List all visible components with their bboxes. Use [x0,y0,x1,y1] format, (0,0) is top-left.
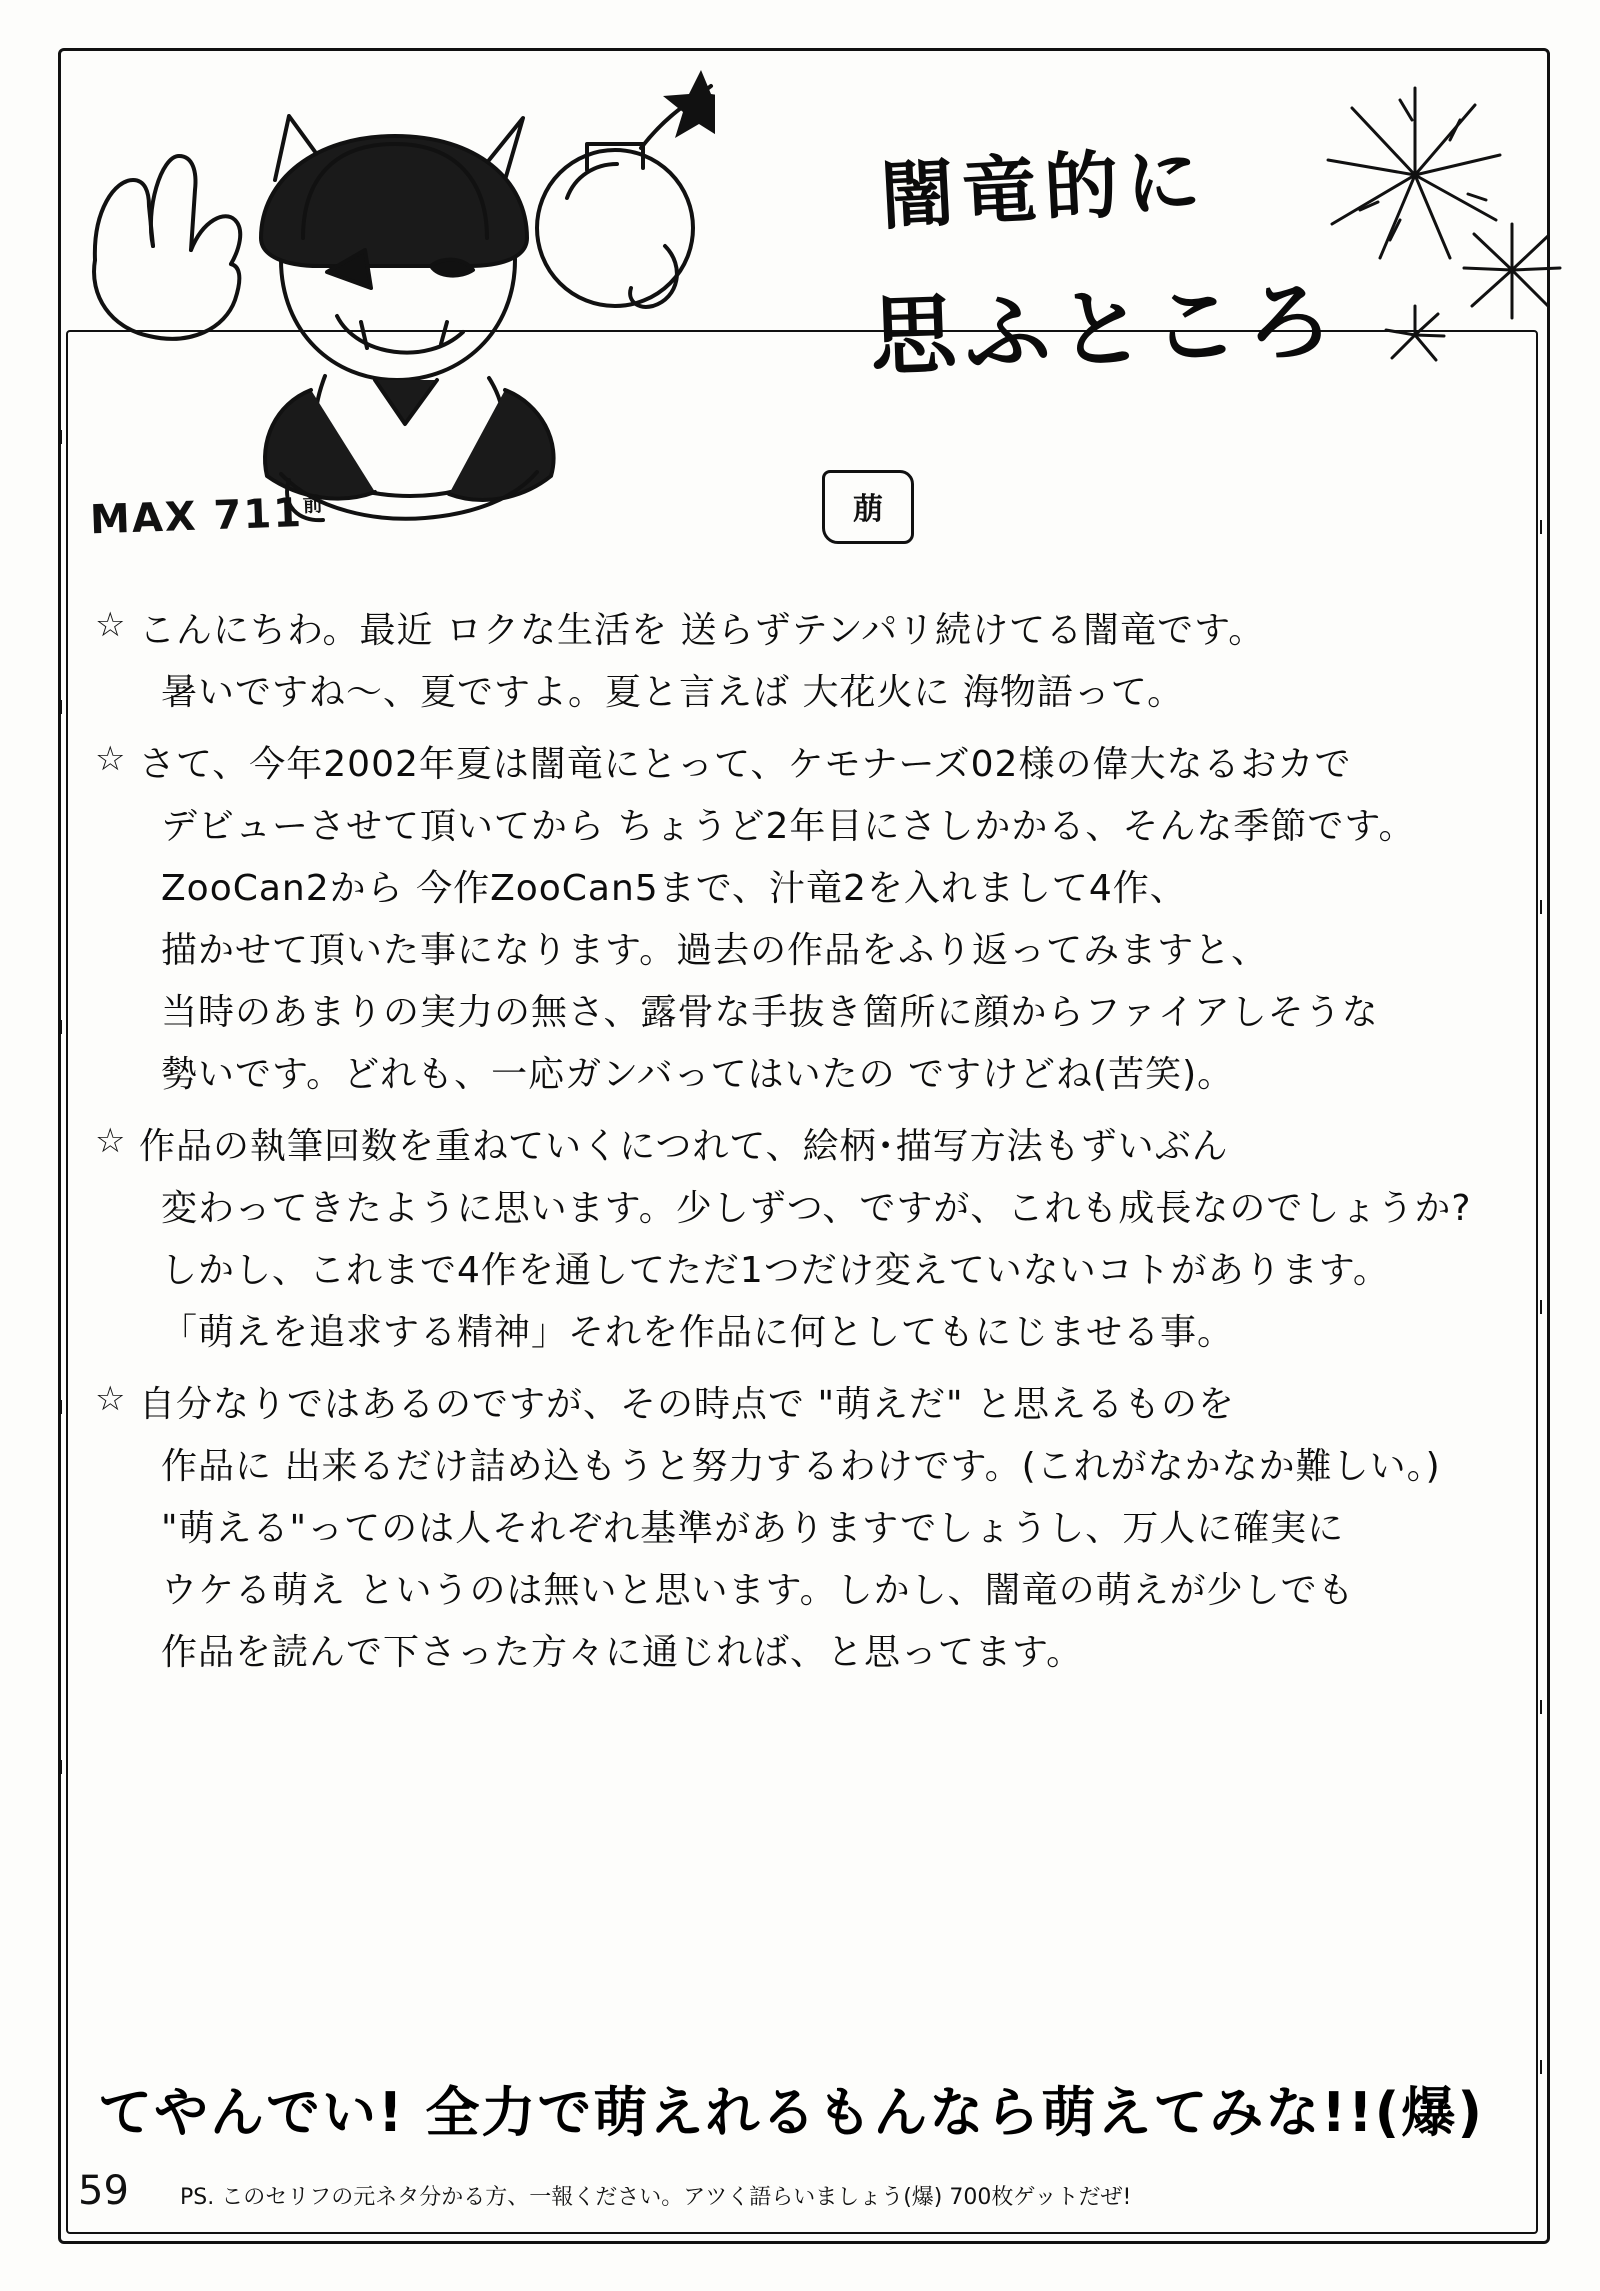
border-hatch [60,1020,62,1034]
byline [89,488,326,544]
closing-shout-line: てやんでい! 全力で萌えれるもんなら萌えてみな!!(爆) [98,2081,1485,2144]
border-hatch [60,1400,62,1414]
paragraph-lines [139,1116,1515,1364]
article-body [95,600,1515,1694]
star-bullet-icon: ☆ [95,1379,126,1419]
moe-stamp [822,470,914,544]
title-line-1: 闇竜的に [878,137,1211,241]
star-bullet-icon: ☆ [95,739,126,779]
text-line: 勢いです。どれも、一応ガンバってはいたの ですけどね(苦笑)。 [161,1054,1235,1095]
text-line: 変わってきたように思います。少しずつ、ですが、これも成長なのでしょうか? [161,1188,1472,1229]
text-line: 自分なりではあるのですが、その時点で "萌えだ" と思えるものを [139,1384,1236,1425]
text-line: "萌える"ってのは人それぞれ基準がありますでしょうし、万人に確実に [161,1508,1345,1549]
border-hatch [1540,900,1542,914]
border-hatch [60,700,62,714]
paragraph-lines [139,1374,1515,1684]
paragraph [95,600,1515,724]
paragraph [95,1374,1515,1684]
text-line: 「萌えを追求する精神」それを作品に何としてもにじませる事。 [161,1312,1235,1353]
postscript-line: PS. このセリフの元ネタ分かる方、一報ください。アツく語らいましょう(爆) 700枚ゲットだぜ! [180,2185,1132,2210]
text-line: ZooCan2から 今作ZooCan5まで、汁竜2を入れまして4作、 [161,868,1187,909]
byline-text: MAX 711 [89,490,304,544]
text-line: 暑いですね〜、夏ですよ。夏と言えば 大花火に 海物語って。 [161,672,1185,713]
paragraph [95,734,1515,1106]
page-number: 59 [78,2168,129,2214]
text-line: 作品を読んで下さった方々に通じれば、と思ってます。 [161,1632,1084,1673]
star-bullet-icon: ☆ [95,605,126,645]
chibi-dragon-illustration [75,60,715,560]
text-line: 作品に 出来るだけ詰め込もうと努力するわけです。(これがなかなか難しい。) [161,1446,1441,1487]
border-hatch [1540,2060,1542,2074]
border-hatch [60,1760,62,1774]
text-line: しかし、これまで4作を通してただ1つだけ変えていないコトがあります。 [161,1250,1390,1291]
stamp-label: 萠 [853,492,883,527]
text-line: ウケる萌え というのは無いと思います。しかし、闇竜の萌えが少しでも [161,1570,1355,1611]
text-line: さて、今年2002年夏は闇竜にとって、ケモナーズ02様の偉大なるおカで [139,744,1352,785]
text-line: 描かせて頂いた事になります。過去の作品をふり返ってみますと、 [161,930,1269,971]
border-hatch [1540,520,1542,534]
text-line: 当時のあまりの実力の無さ、露骨な手抜き箇所に顔からファイアしそうな [161,992,1379,1033]
text-line: 作品の執筆回数を重ねていくにつれて、絵柄･描写方法もずいぶん [139,1126,1229,1167]
border-hatch [60,430,62,444]
text-line: こんにちわ。最近 ロクな生活を 送らずテンパリ続けてる闇竜です。 [139,610,1266,651]
text-line: デビューさせて頂いてから ちょうど2年目にさしかかる、そんな季節です。 [161,806,1416,847]
border-hatch [1540,1300,1542,1314]
border-hatch [1540,1700,1542,1714]
paragraph-lines [139,600,1515,724]
byline-suffix: 前 [302,491,326,517]
paragraph-lines [139,734,1515,1106]
star-bullet-icon: ☆ [95,1121,126,1161]
paragraph [95,1116,1515,1364]
title-line-2: 思ふところ [868,271,1342,389]
page-title [860,130,1480,460]
